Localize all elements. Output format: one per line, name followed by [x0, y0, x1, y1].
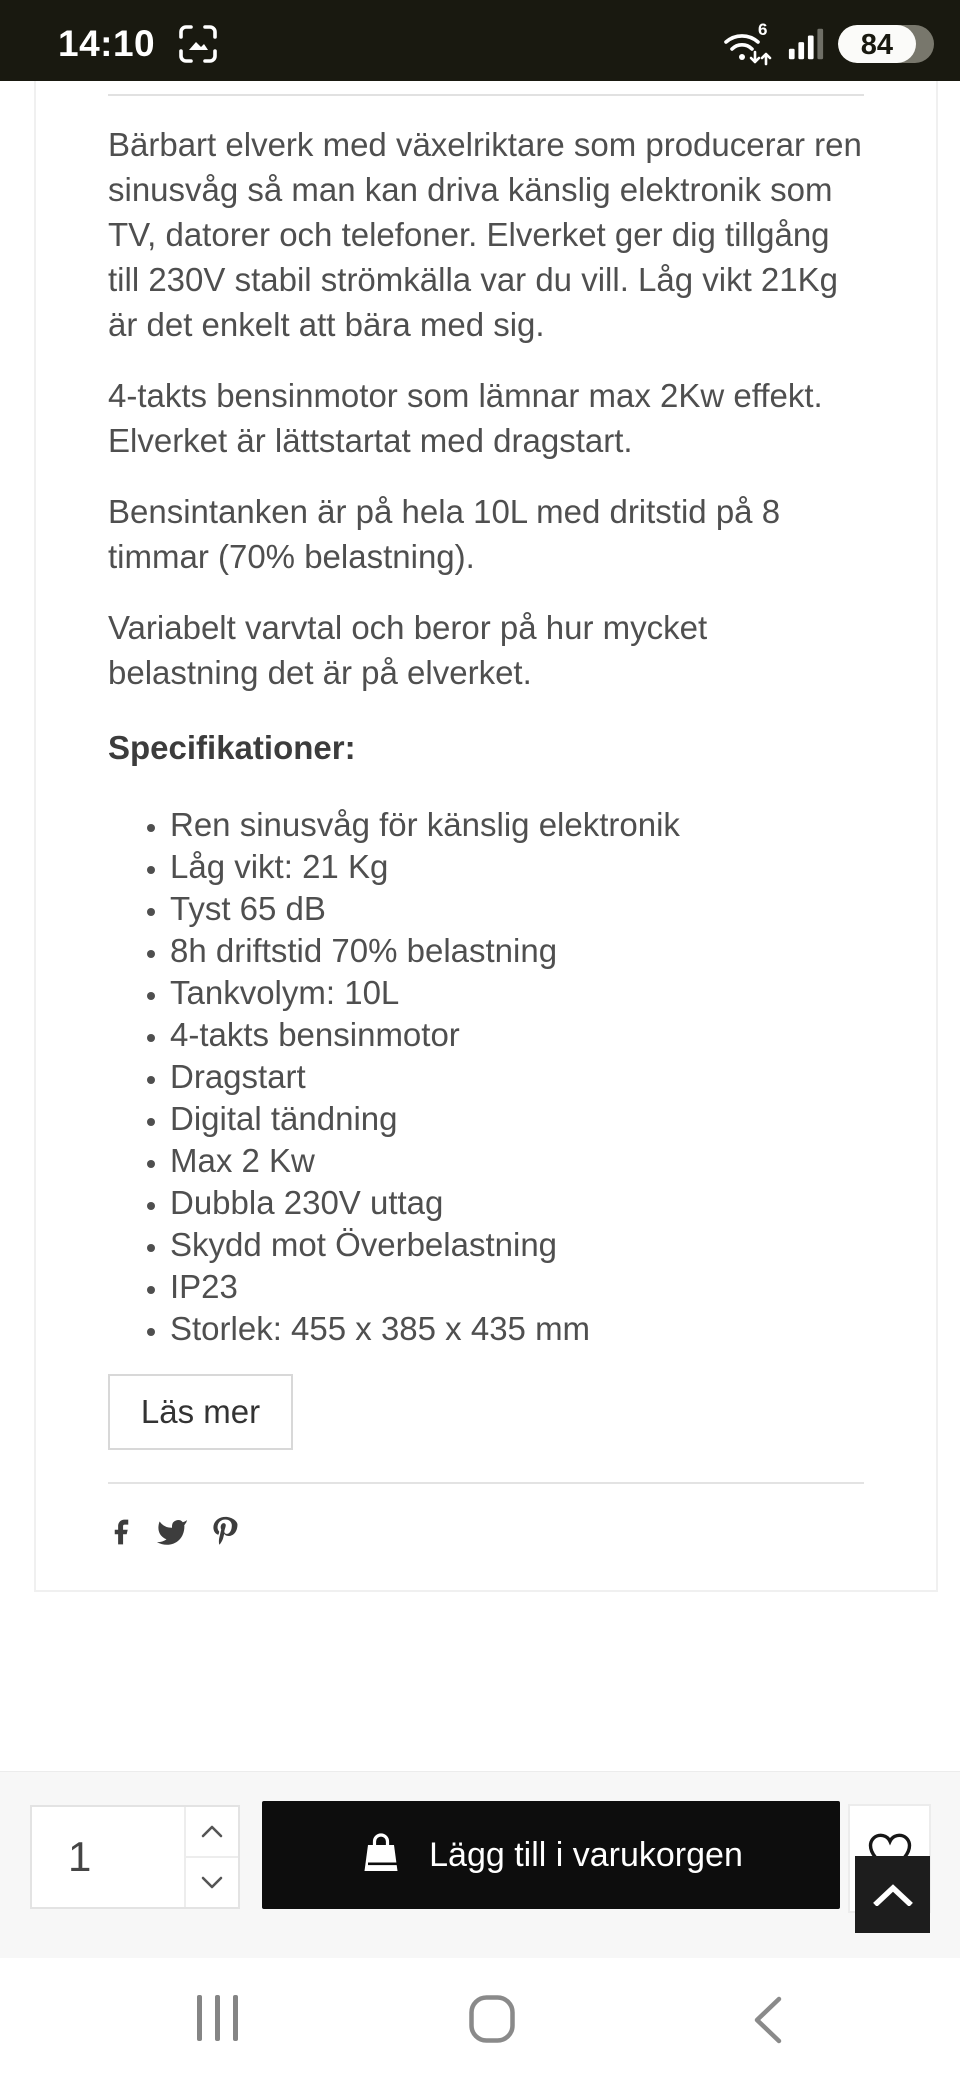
- spec-item: • Låg vikt: 21 Kg: [170, 846, 864, 888]
- pinterest-icon[interactable]: [209, 1512, 242, 1552]
- svg-text:6: 6: [758, 19, 768, 39]
- spec-item: • Dubbla 230V uttag: [170, 1182, 864, 1224]
- screenshot-capture-icon: [177, 23, 219, 65]
- description-paragraph: Variabelt varvtal och beror på hur mycket belastning det är på elverket.: [108, 609, 708, 691]
- specifications-list: [108, 804, 864, 1350]
- section-divider: [108, 94, 864, 96]
- share-divider: [108, 1482, 864, 1484]
- share-row: [108, 1512, 864, 1552]
- quantity-increase-button[interactable]: [186, 1807, 238, 1858]
- spec-item: • Storlek: 455 x 385 x 435 mm: [170, 1308, 864, 1350]
- signal-bars-icon: [787, 25, 825, 63]
- spec-item: • Ren sinusvåg för känslig elektronik: [170, 804, 864, 846]
- description-paragraph: Bensintanken är på hela 10L med dritstid på 8 timmar (70% belastning).: [108, 493, 781, 575]
- chevron-up-icon: [873, 1884, 913, 1906]
- battery-pill-icon: [838, 25, 934, 63]
- spec-item: • Tankvolym: 10L: [170, 972, 864, 1014]
- description-paragraph: 4-takts bensinmotor som lämnar max 2Kw effekt. Elverket är lättstartat med dragstart.: [108, 377, 823, 459]
- facebook-icon[interactable]: [108, 1514, 135, 1550]
- spec-item: • Skydd mot Överbelastning: [170, 1224, 864, 1266]
- spec-item: • IP23: [170, 1266, 864, 1308]
- product-description-card: [34, 81, 938, 1592]
- wifi6-arrows-icon: [722, 20, 774, 68]
- specifications-heading: Specifikationer:: [108, 729, 356, 766]
- spec-item: • Dragstart: [170, 1056, 864, 1098]
- purchase-bar: [0, 1771, 960, 1958]
- chevron-up-icon: [201, 1825, 223, 1838]
- quantity-decrease-button[interactable]: [186, 1858, 238, 1907]
- spec-item: • Max 2 Kw: [170, 1140, 864, 1182]
- home-icon[interactable]: [468, 1994, 516, 2049]
- back-icon[interactable]: [750, 1995, 784, 2050]
- description-paragraph: Bärbart elverk med växelriktare som producerar ren sinusvåg så man kan driva känslig elektronik som TV, datorer och telefoner. Elverket ger dig tillgång till 230V stabil strömkälla var du vill. Låg vikt 21Kg är det enkelt att bära med sig.: [108, 126, 862, 343]
- spec-item: • 8h driftstid 70% belastning: [170, 930, 864, 972]
- clock: 14:10: [58, 22, 156, 64]
- spec-item: • Tyst 65 dB: [170, 888, 864, 930]
- battery-percent: 84: [860, 28, 893, 61]
- quantity-stepper: [30, 1805, 240, 1909]
- spec-item: • Digital tändning: [170, 1098, 864, 1140]
- quantity-input[interactable]: 1: [68, 1833, 92, 1880]
- scroll-to-top-button[interactable]: [855, 1856, 930, 1933]
- chevron-down-icon: [201, 1876, 223, 1889]
- read-more-button[interactable]: Läs mer: [108, 1374, 293, 1450]
- shopping-bag-icon: [359, 1831, 403, 1879]
- status-bar: [0, 0, 960, 81]
- android-nav-bar: [0, 1958, 960, 2080]
- add-to-cart-label: Lägg till i varukorgen: [429, 1835, 743, 1874]
- twitter-icon[interactable]: [152, 1516, 192, 1549]
- add-to-cart-button[interactable]: [262, 1801, 840, 1909]
- spec-item: • 4-takts bensinmotor: [170, 1014, 864, 1056]
- product-description: [108, 122, 864, 695]
- recents-icon[interactable]: [197, 1995, 238, 2041]
